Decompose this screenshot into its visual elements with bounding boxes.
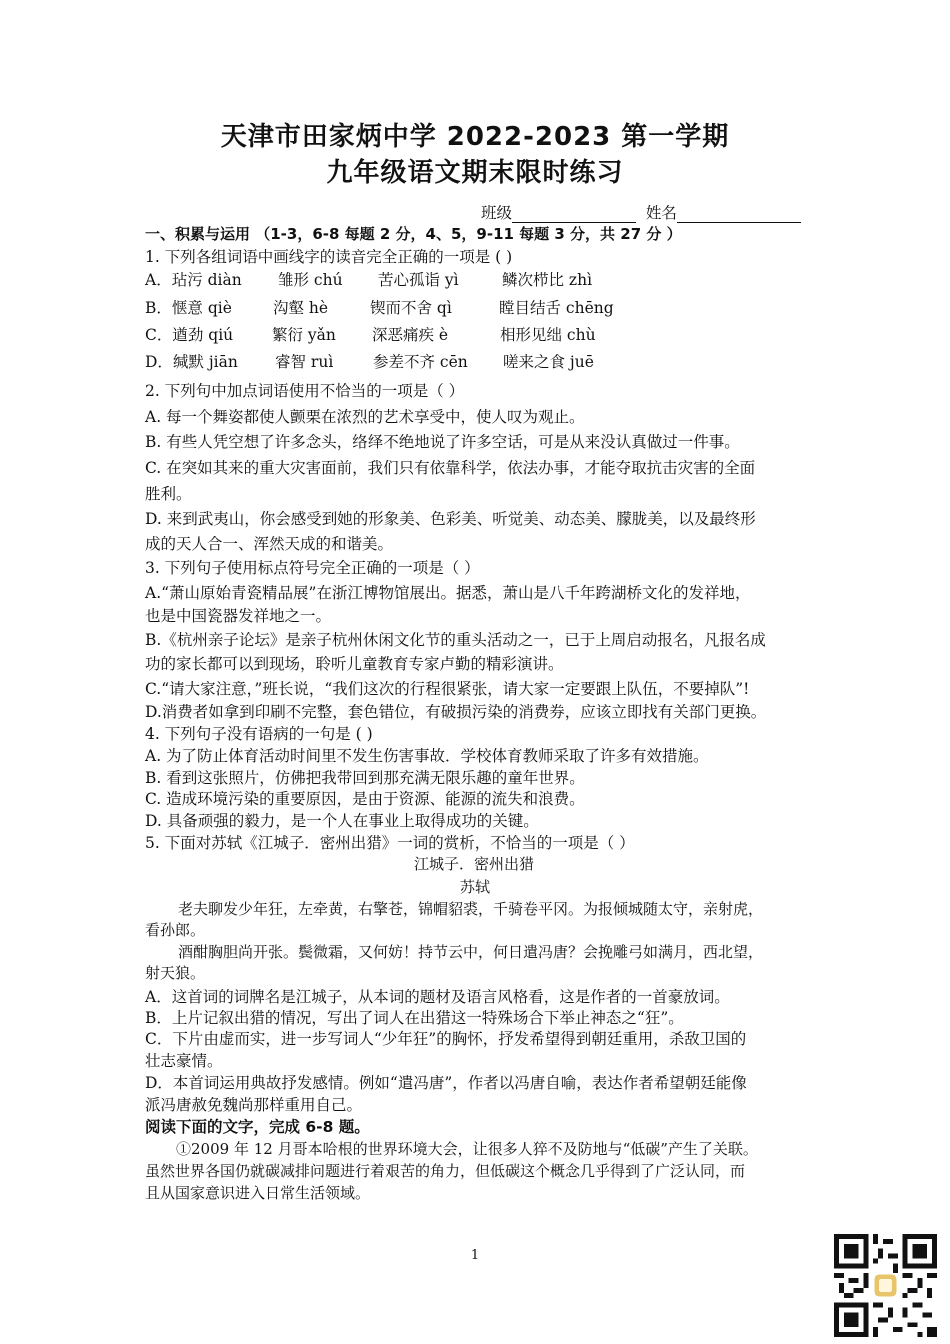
section-heading: 一、积累与运用 （1-3，6-8 每题 2 分，4、5，9-11 每题 3 分，共 27 分 ）: [145, 225, 682, 243]
q1-a-4: 鳞次栉比 zhì: [502, 271, 593, 289]
q1-c-2: 繁衍 yǎn: [272, 326, 336, 344]
q3-line: A.“萧山原始青瓷精品展”在浙江博物馆展出。据悉，萧山是八千年跨湖桥文化的发祥地，: [145, 584, 751, 602]
q3-line: D.消费者如拿到印刷不完整，套色错位，有破损污染的消费券，应该立即找有关部门更换。: [145, 703, 767, 721]
q3-line: C.“请大家注意，”班长说，“我们这次的行程很紧张，请大家一定要跟上队伍，不要掉队”!: [145, 680, 750, 698]
q1-d-2: 睿智 ruì: [275, 353, 334, 371]
q1-d-4: 嗟来之食 juē: [503, 353, 594, 371]
class-label: 班级: [481, 204, 513, 222]
reading-line: 且从国家意识进入日常生活领域。: [145, 1184, 371, 1202]
poem-line: 射天狼。: [145, 964, 206, 982]
reading-line: 虽然世界各国仍就碳减排问题进行着艰苦的角力，但低碳这个概念几乎得到了广泛认同，而: [145, 1162, 746, 1180]
q2-line: A. 每一个舞姿都使人颤栗在浓烈的艺术享受中，使人叹为观止。: [145, 408, 585, 426]
poem-line: 老夫聊发少年狂，左牵黄，右擎苍，锦帽貂裘，千骑卷平冈。为报倾城随太守，亲射虎，: [178, 900, 764, 918]
class-name-line: [481, 201, 801, 223]
poem-line: 看孙郎。: [145, 921, 206, 939]
q1-b-4: 瞠目结舌 chēng: [499, 299, 614, 317]
reading-line: ①2009 年 12 月哥本哈根的世界环境大会，让很多人猝不及防地与“低碳”产生了关联。: [176, 1140, 758, 1158]
q3-stem: 3. 下列句子使用标点符号完全正确的一项是（ ）: [145, 559, 480, 577]
q1-b-1: B．惬意 qiè: [145, 299, 232, 317]
qr-code-icon: [834, 1234, 937, 1337]
q2-line: D. 来到武夷山，你会感受到她的形象美、色彩美、听觉美、动态美、朦胧美，以及最终形: [145, 510, 756, 528]
q3-line: 功的家长都可以到现场，聆听儿童教育专家卢勤的精彩演讲。: [145, 655, 564, 673]
q2-line: 胜利。: [145, 485, 192, 503]
q2-line: C. 在突如其来的重大灾害面前，我们只有依靠科学，依法办事，才能夺取抗击灾害的全面: [145, 459, 756, 477]
q1-c-4: 相形见绌 chù: [500, 326, 596, 344]
q1-a-3: 苦心孤诣 yì: [378, 271, 459, 289]
q2-line: B. 有些人凭空想了许多念头，络绎不绝地说了许多空话，可是从来没认真做过一件事。: [145, 433, 740, 451]
q4-stem: 4. 下列句子没有语病的一句是 ( ): [145, 725, 373, 743]
exam-subtitle: 九年级语文期末限时练习: [326, 158, 624, 188]
q5-option: 壮志豪情。: [145, 1052, 223, 1070]
q3-line: 也是中国瓷器发祥地之一。: [145, 607, 332, 625]
q2-stem: 2. 下列句中加点词语使用不恰当的一项是（ ）: [145, 382, 465, 400]
poem-line: 酒酣胸胆尚开张。鬓微霜，又何妨！持节云中，何日遣冯唐？会挽雕弓如满月，西北望，: [178, 943, 764, 961]
q3-line: B.《杭州亲子论坛》是亲子杭州休闲文化节的重头活动之一，已于上周启动报名，凡报名成: [145, 631, 766, 649]
q4-line: A. 为了防止体育活动时间里不发生伤害事故．学校体育教师采取了许多有效措施。: [145, 747, 709, 765]
q4-line: D. 具备顽强的毅力，是一个人在事业上取得成功的关键。: [145, 812, 539, 830]
page-number: 1: [470, 1248, 480, 1263]
q4-line: B. 看到这张照片，仿佛把我带回到那充满无限乐趣的童年世界。: [145, 769, 585, 787]
q1-d-3: 参差不齐 cēn: [373, 353, 468, 371]
q5-option: D．本首词运用典故抒发感情。例如“遣冯唐”，作者以冯唐自喻，表达作者希望朝廷能像: [145, 1074, 747, 1092]
q5-option: A．这首词的词牌名是江城子，从本词的题材及语言风格看，这是作者的一首豪放词。: [145, 988, 730, 1006]
name-label: 姓名: [645, 204, 677, 222]
q1-b-3: 锲而不舍 qì: [370, 299, 452, 317]
poem-author: 苏轼: [459, 878, 490, 896]
q2-line: 成的天人合一、浑然天成的和谐美。: [145, 535, 394, 553]
q4-line: C. 造成环境污染的重要原因，是由于资源、能源的流失和浪费。: [145, 790, 585, 808]
q1-a-2: 雏形 chú: [278, 271, 343, 289]
q1-stem: 1. 下列各组词语中画线字的读音完全正确的一项是 ( ): [145, 248, 513, 266]
q5-option: B．上片记叙出猎的情况，写出了词人在出猎这一特殊场合下举止神态之“狂”。: [145, 1009, 684, 1027]
q1-c-1: C．遒劲 qiú: [145, 326, 234, 344]
q5-stem: 5. 下面对苏轼《江城子．密州出猎》一词的赏析，不恰当的一项是（ ）: [145, 834, 635, 852]
name-blank: [677, 206, 801, 223]
poem-title: 江城子．密州出猎: [413, 855, 534, 873]
q1-c-3: 深恶痛疾 è: [372, 326, 449, 344]
q1-b-2: 沟壑 hè: [273, 299, 329, 317]
q5-option: C．下片由虚而实，进一步写词人“少年狂”的胸怀，抒发希望得到朝廷重用，杀敌卫国的: [145, 1030, 747, 1048]
q1-d-1: D．缄默 jiān: [145, 353, 238, 371]
q1-a-1: A．玷污 diàn: [145, 271, 242, 289]
class-blank: [512, 206, 636, 223]
exam-title: 天津市田家炳中学 2022-2023 第一学期: [220, 122, 730, 152]
q5-option: 派冯唐赦免魏尚那样重用自己。: [145, 1096, 363, 1114]
reading-heading: 阅读下面的文字，完成 6-8 题。: [145, 1118, 370, 1136]
